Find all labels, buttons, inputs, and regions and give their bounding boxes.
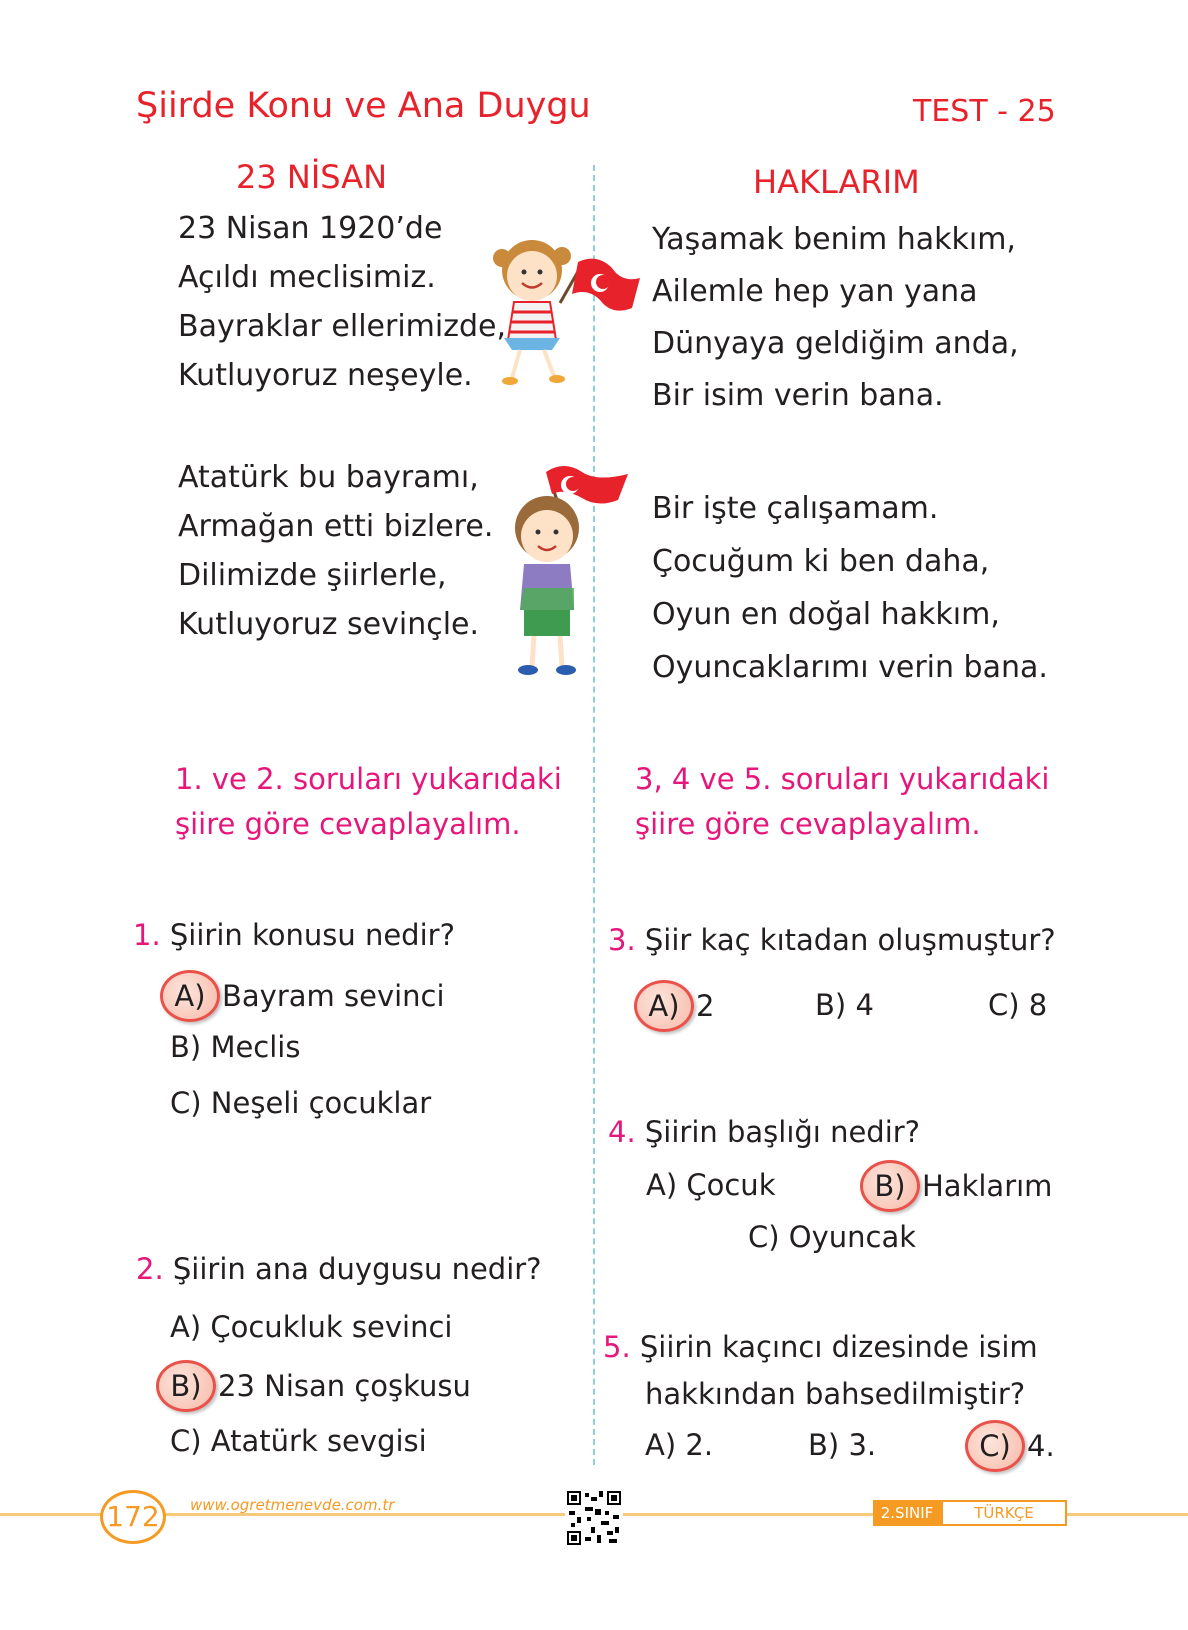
q4-option-b[interactable] (870, 1160, 1052, 1212)
option-text: Haklarım (922, 1169, 1053, 1203)
option-label: B) (170, 1030, 202, 1064)
answer-circle: C) (965, 1420, 1025, 1472)
instruction-line: şiire göre cevaplayalım. (175, 807, 521, 841)
page-number: 172 (100, 1490, 166, 1544)
instruction-left (175, 757, 562, 847)
answer-circle: B) (156, 1360, 216, 1412)
verse-line: Oyun en doğal hakkım, (652, 597, 1000, 632)
option-text: 4. (1027, 1429, 1055, 1463)
option-text: 23 Nisan çoşkusu (218, 1369, 471, 1403)
option-label: C) (748, 1220, 780, 1254)
answer-circle: A) (634, 980, 694, 1032)
option-text: 3. (848, 1428, 877, 1462)
verse-line: Çocuğum ki ben daha, (652, 544, 990, 579)
q5-option-b[interactable] (808, 1428, 876, 1462)
q5-option-c[interactable] (975, 1420, 1055, 1472)
verse-line: Bir işte çalışamam. (652, 491, 939, 526)
question-1 (133, 918, 455, 952)
option-label: A) (646, 1168, 678, 1202)
q4-option-c[interactable] (748, 1220, 916, 1254)
instruction-line: 1. ve 2. soruları yukarıdaki (175, 762, 562, 796)
question-number: 4. (608, 1115, 636, 1149)
question-number: 2. (136, 1252, 164, 1286)
option-text: Çocuk (686, 1168, 776, 1202)
option-text: 4 (855, 988, 874, 1022)
answer-circle: B) (860, 1160, 920, 1212)
verse-line: Dilimizde şiirlerle, (178, 558, 447, 593)
question-3 (608, 923, 1056, 957)
poem2-stanza2 (652, 482, 1048, 694)
instruction-right (635, 757, 1049, 847)
question-text: Şiirin başlığı nedir? (644, 1115, 921, 1149)
question-2 (136, 1252, 542, 1286)
poem1-title: 23 NİSAN (236, 158, 387, 196)
option-label: A) (170, 1310, 202, 1344)
poem1-stanza2 (178, 453, 493, 649)
question-text: Şiirin ana duygusu nedir? (172, 1252, 542, 1286)
website-link[interactable]: www.ogretmenevde.com.tr (190, 1496, 395, 1514)
page-title: Şiirde Konu ve Ana Duygu (136, 86, 591, 126)
q3-option-c[interactable] (988, 988, 1047, 1022)
verse-line: Armağan etti bizlere. (178, 509, 494, 544)
instruction-line: 3, 4 ve 5. soruları yukarıdaki (635, 762, 1050, 796)
verse-line: Yaşamak benim hakkım, (652, 222, 1016, 257)
verse-line: Atatürk bu bayramı, (178, 460, 479, 495)
q3-option-a[interactable] (644, 980, 714, 1032)
question-number: 3. (608, 923, 636, 957)
verse-line: Kutluyoruz neşeyle. (178, 358, 473, 393)
option-text: 8 (1028, 988, 1048, 1022)
poem2-stanza1 (652, 214, 1019, 422)
boy-with-flag-illustration (502, 460, 632, 680)
poem2-title: HAKLARIM (753, 163, 920, 201)
girl-with-flag-illustration (482, 228, 642, 398)
question-number: 5. (603, 1330, 631, 1364)
question-text: Şiirin konusu nedir? (169, 918, 455, 952)
option-text: Bayram sevinci (222, 979, 445, 1013)
option-text: Oyuncak (788, 1220, 917, 1254)
verse-line: Dünyaya geldiğim anda, (652, 326, 1019, 361)
poem1-stanza1 (178, 204, 506, 400)
verse-line: Oyuncaklarımı verin bana. (652, 650, 1048, 685)
q2-option-c[interactable] (170, 1424, 427, 1458)
question-text: Şiir kaç kıtadan oluşmuştur? (644, 923, 1056, 957)
q1-option-a[interactable] (170, 970, 445, 1022)
q4-option-a[interactable] (646, 1168, 776, 1202)
q1-option-c[interactable] (170, 1086, 431, 1120)
option-label: C) (170, 1086, 202, 1120)
option-text: Neşeli çocuklar (210, 1086, 432, 1120)
option-label: B) (808, 1428, 840, 1462)
instruction-line: şiire göre cevaplayalım. (635, 807, 981, 841)
verse-line: Bayraklar ellerimizde, (178, 309, 506, 344)
verse-line: Kutluyoruz sevinçle. (178, 607, 480, 642)
option-text: Atatürk sevgisi (210, 1424, 427, 1458)
answer-circle: A) (160, 970, 220, 1022)
question-5 (603, 1330, 1038, 1364)
option-text: Çocukluk sevinci (210, 1310, 453, 1344)
q2-option-b[interactable] (166, 1360, 471, 1412)
grade-badge: 2.SINIF (873, 1500, 941, 1526)
option-text: Meclis (210, 1030, 301, 1064)
verse-line: Açıldı meclisimiz. (178, 260, 436, 295)
option-label: C) (988, 988, 1020, 1022)
option-text: 2 (696, 989, 715, 1023)
option-label: A) (645, 1428, 677, 1462)
option-label: C) (170, 1424, 202, 1458)
verse-line: Bir isim verin bana. (652, 378, 944, 413)
question-text: Şiirin kaçıncı dizesinde isim (639, 1330, 1038, 1364)
q3-option-b[interactable] (815, 988, 874, 1022)
subject-badge: TÜRKÇE (941, 1500, 1067, 1526)
verse-line: Ailemle hep yan yana (652, 274, 978, 309)
q5-option-a[interactable] (645, 1428, 713, 1462)
question-number: 1. (133, 918, 161, 952)
qr-code-icon[interactable] (565, 1489, 623, 1547)
q1-option-b[interactable] (170, 1030, 300, 1064)
q2-option-a[interactable] (170, 1310, 453, 1344)
verse-line: 23 Nisan 1920’de (178, 211, 443, 246)
question-5-continued: hakkından bahsedilmiştir? (645, 1377, 1026, 1411)
test-number: TEST - 25 (913, 94, 1056, 129)
option-label: B) (815, 988, 847, 1022)
option-text: 2. (685, 1428, 714, 1462)
question-4 (608, 1115, 920, 1149)
